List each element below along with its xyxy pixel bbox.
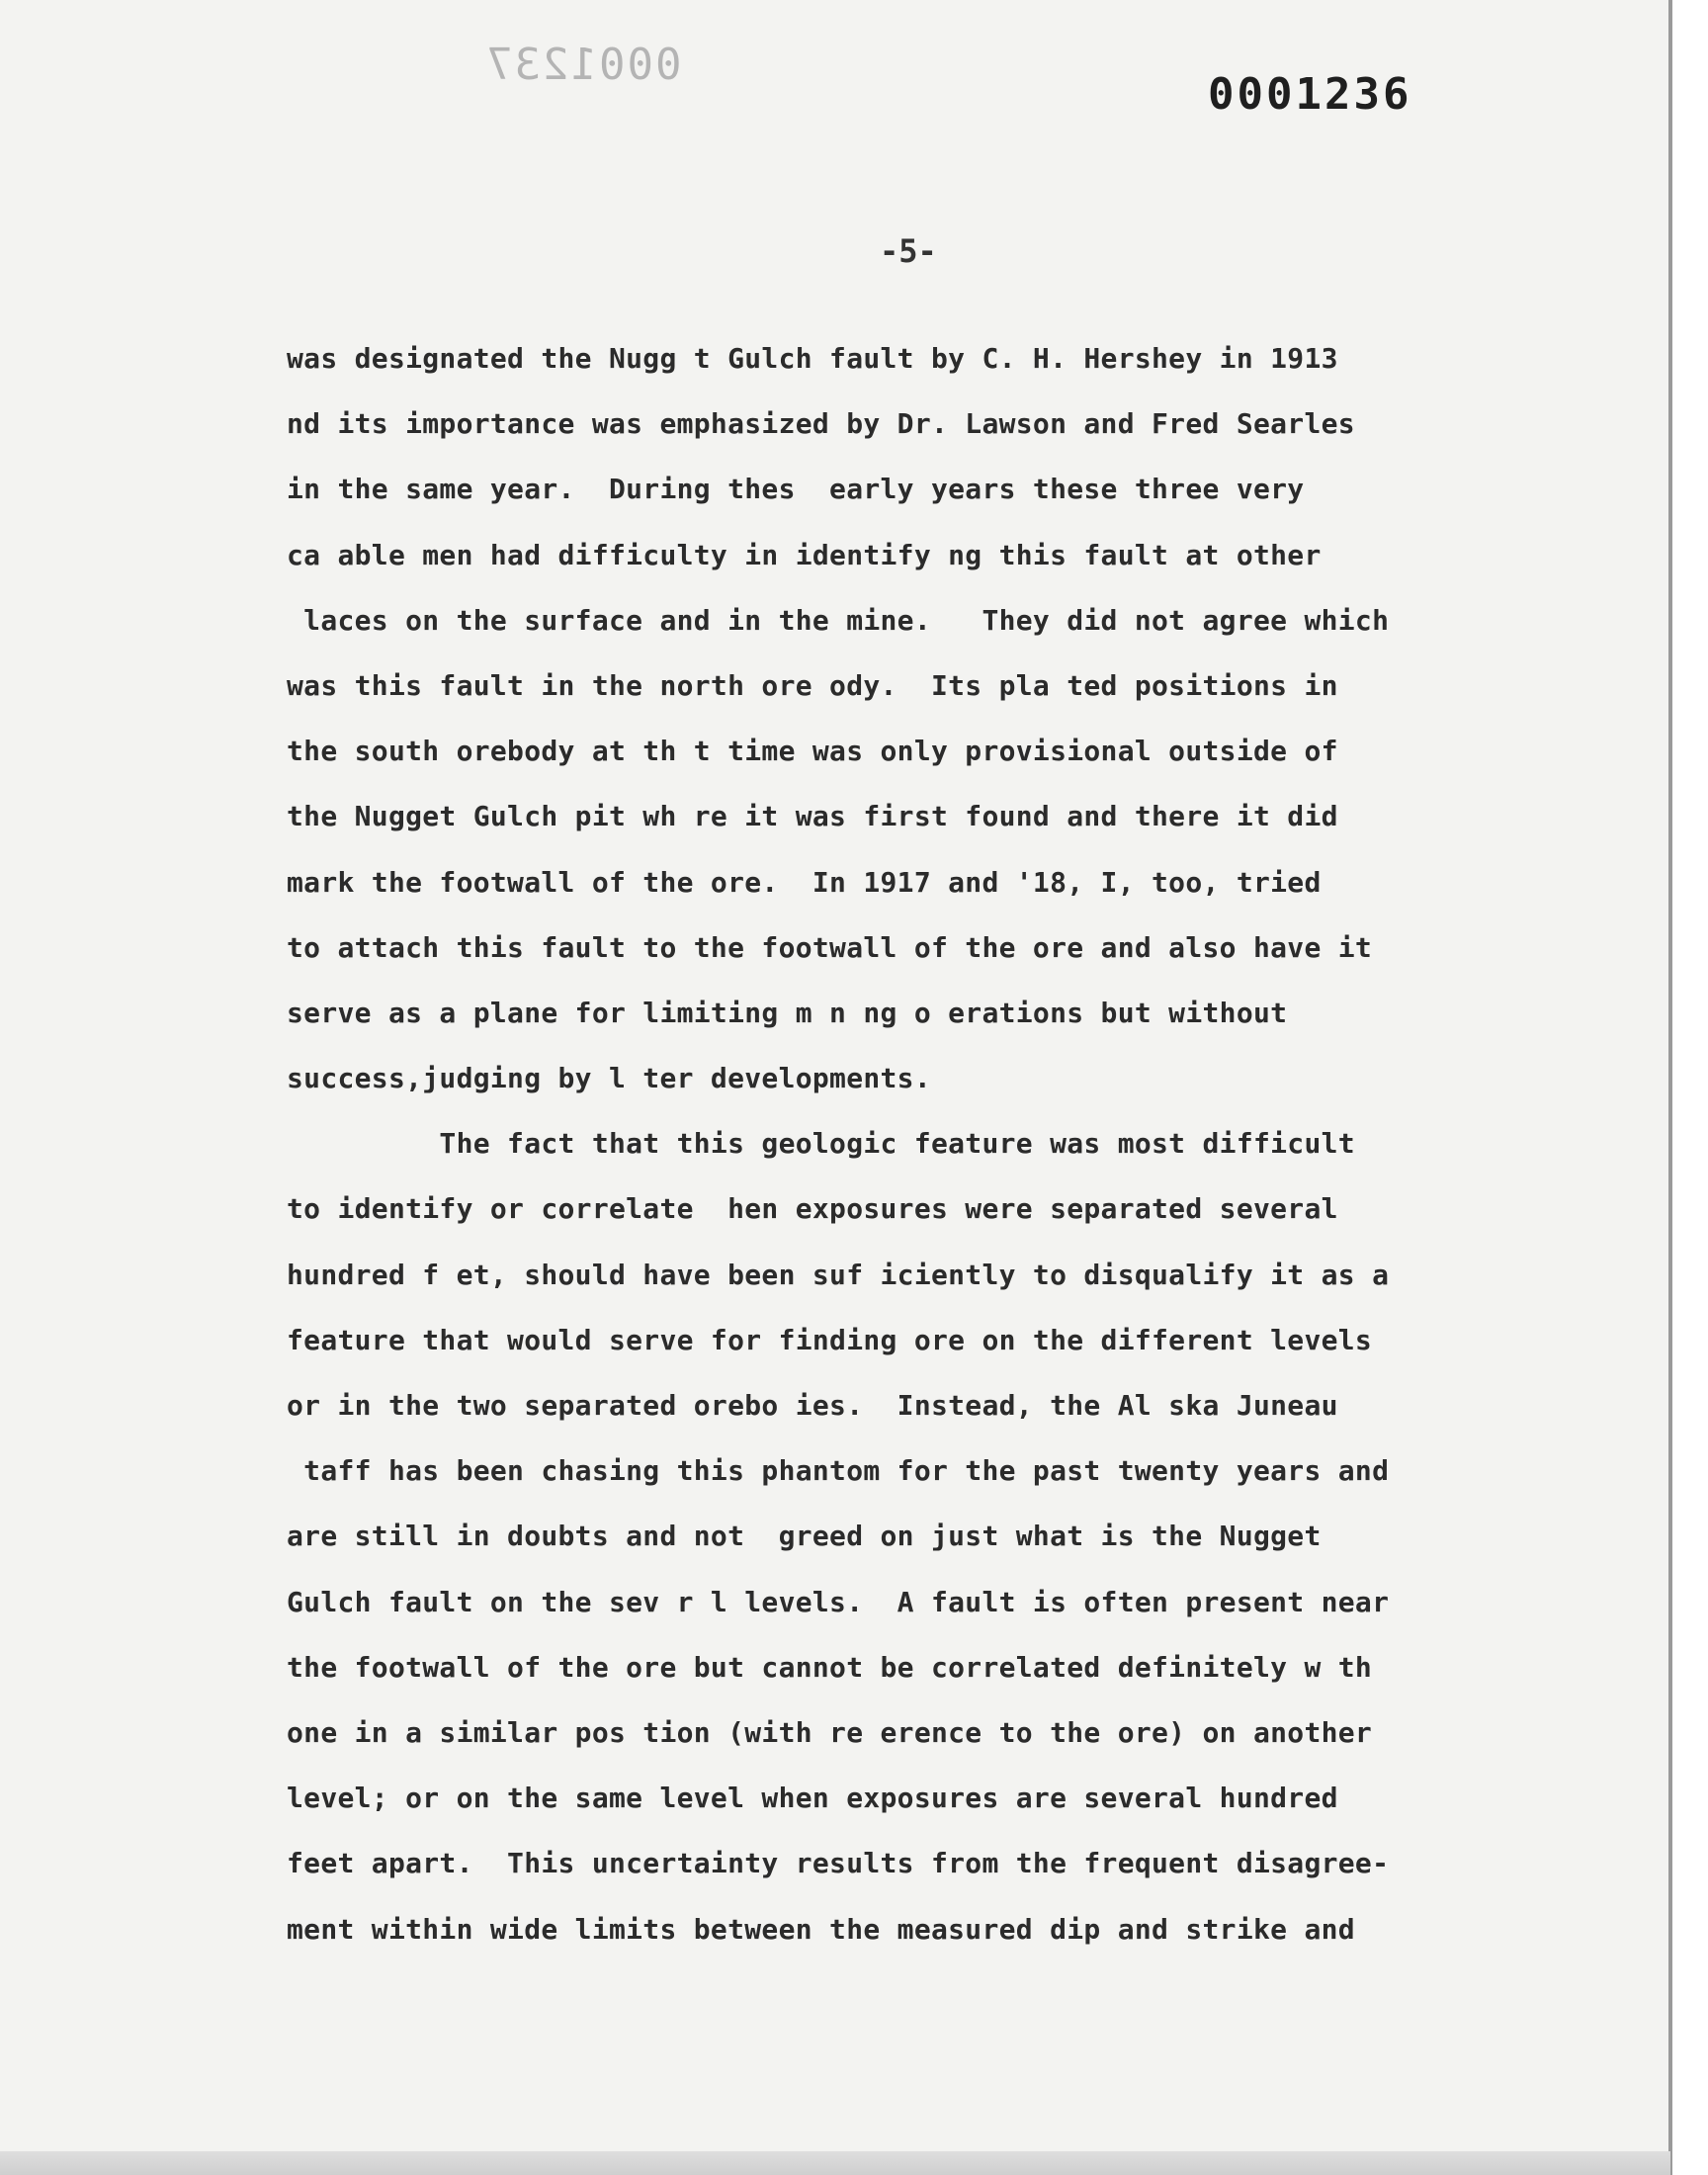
mirrored-bleedthrough-stamp: 0001237 [484, 40, 682, 90]
scan-edge-bottom [0, 2151, 1670, 2175]
text-line: laces on the surface and in the mine. They did not agree which [287, 603, 1390, 637]
text-line: Gulch fault on the sev r l levels. A fault is often present near [287, 1585, 1390, 1618]
text-line: nd its importance was emphasized by Dr. Lawson and Fred Searles [287, 407, 1355, 441]
text-line: level; or on the same level when exposures are several hundred [287, 1782, 1338, 1815]
text-line: ca able men had difficulty in identify ng this fault at other [287, 538, 1322, 571]
text-line: The fact that this geologic feature was most difficult [287, 1127, 1355, 1161]
text-line: the footwall of the ore but cannot be correlated definitely w th [287, 1650, 1373, 1684]
page-number: -5- [880, 232, 937, 270]
text-line: success,judging by l ter developments. [287, 1062, 931, 1095]
text-line: feet apart. This uncertainty results from the frequent disagree- [287, 1847, 1390, 1880]
text-line: taff has been chasing this phantom for the past twenty years and [287, 1454, 1390, 1488]
document-control-number: 0001236 [1208, 69, 1412, 120]
text-line: the south orebody at th t time was only provisional outside of [287, 735, 1338, 768]
text-line: feature that would serve for finding ore on the different levels [287, 1323, 1373, 1356]
text-line: one in a similar pos tion (with re erence to the ore) on another [287, 1715, 1373, 1749]
text-line: or in the two separated orebo ies. Instead, the Al ska Juneau [287, 1389, 1338, 1422]
text-line: the Nugget Gulch pit wh re it was first found and there it did [287, 800, 1338, 833]
text-line: serve as a plane for limiting m n ng o erations but without [287, 996, 1288, 1029]
text-line: ment within wide limits between the measured dip and strike and [287, 1912, 1355, 1946]
body-text [287, 326, 1581, 1962]
text-line: to attach this fault to the footwall of the ore and also have it [287, 930, 1373, 964]
scan-edge-right [1668, 0, 1672, 2175]
text-line: are still in doubts and not greed on just what is the Nugget [287, 1520, 1322, 1553]
text-line: was designated the Nugg t Gulch fault by C. H. Hershey in 1913 [287, 342, 1338, 375]
text-line: in the same year. During thes early years these three very [287, 473, 1305, 506]
text-line: to identify or correlate hen exposures were separated several [287, 1192, 1338, 1226]
text-line: mark the footwall of the ore. In 1917 and '18, I, too, tried [287, 865, 1322, 899]
text-line: was this fault in the north ore ody. Its pla ted positions in [287, 668, 1338, 702]
text-line: hundred f et, should have been suf iciently to disqualify it as a [287, 1258, 1390, 1291]
